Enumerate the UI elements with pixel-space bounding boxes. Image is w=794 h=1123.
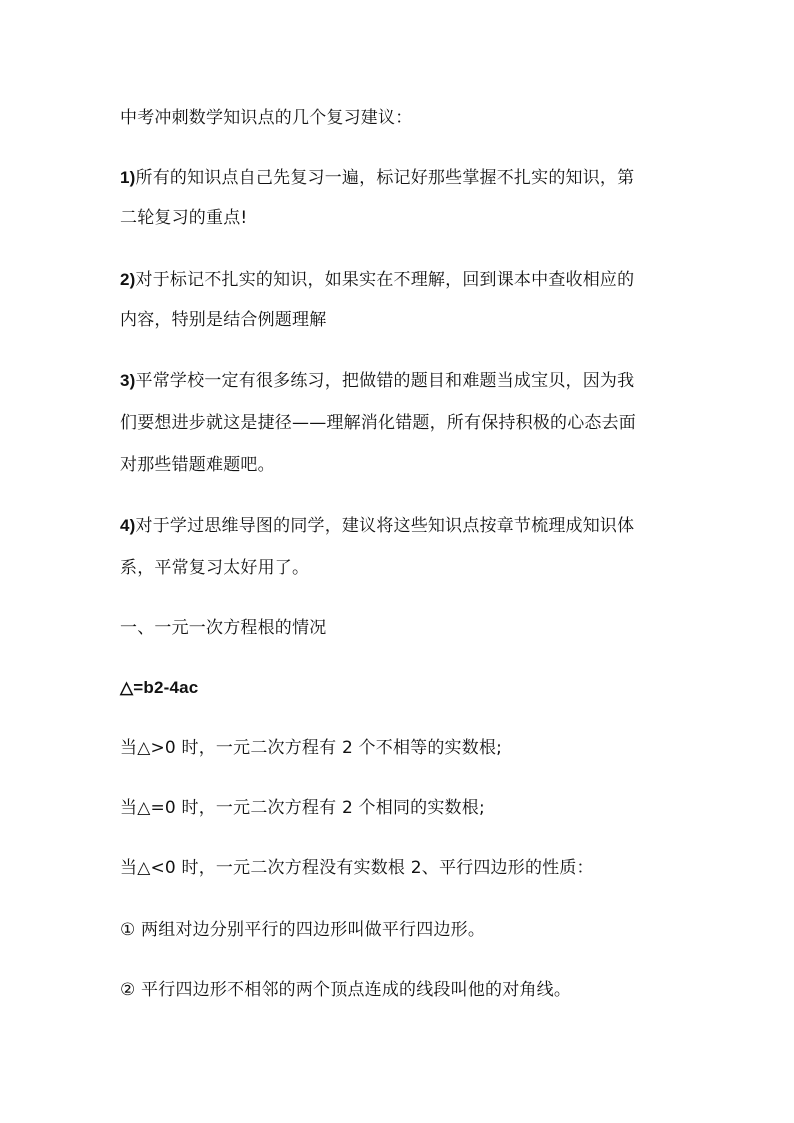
tip-2-text-1: 对于标记不扎实的知识，如果实在不理解，回到课本中查收相应的 — [135, 270, 635, 290]
tip-1-text-1: 所有的知识点自己先复习一遍，标记好那些掌握不扎实的知识，第 — [135, 168, 635, 188]
property-2: ② 平行四边形不相邻的两个顶点连成的线段叫他的对角线。 — [120, 980, 572, 1000]
tip-1-line-1 — [120, 166, 680, 190]
tip-2-marker: 2) — [120, 270, 136, 289]
tip-2-line-2: 内容，特别是结合例题理解 — [120, 310, 327, 330]
tip-2-line-1 — [120, 268, 680, 292]
tip-4-text-1: 对于学过思维导图的同学，建议将这些知识点按章节梳理成知识体 — [135, 516, 635, 536]
tip-3-marker: 3) — [120, 371, 136, 390]
tip-4-line-1 — [120, 514, 680, 538]
discriminant-formula: △=b2-4ac — [120, 678, 199, 697]
case-negative: 当△<0 时，一元二次方程没有实数根 2、平行四边形的性质： — [120, 858, 594, 878]
document-title: 中考冲刺数学知识点的几个复习建议： — [120, 108, 413, 128]
tip-3-line-1 — [120, 369, 680, 393]
tip-1-line-2: 二轮复习的重点! — [120, 208, 248, 228]
case-zero: 当△=0 时，一元二次方程有 2 个相同的实数根; — [120, 798, 485, 818]
tip-4-marker: 4) — [120, 516, 136, 535]
property-1: ① 两组对边分别平行的四边形叫做平行四边形。 — [120, 920, 486, 940]
tip-4-line-2: 系，平常复习太好用了。 — [120, 558, 310, 578]
tip-3-line-2: 们要想进步就这是捷径——理解消化错题，所有保持积极的心态去面 — [120, 413, 636, 433]
section-1-heading: 一、一元一次方程根的情况 — [120, 618, 327, 638]
tip-1-marker: 1) — [120, 168, 136, 187]
case-positive: 当△>0 时，一元二次方程有 2 个不相等的实数根; — [120, 738, 503, 758]
tip-3-text-1: 平常学校一定有很多练习，把做错的题目和难题当成宝贝，因为我 — [135, 371, 635, 391]
tip-3-line-3: 对那些错题难题吧。 — [120, 455, 275, 475]
